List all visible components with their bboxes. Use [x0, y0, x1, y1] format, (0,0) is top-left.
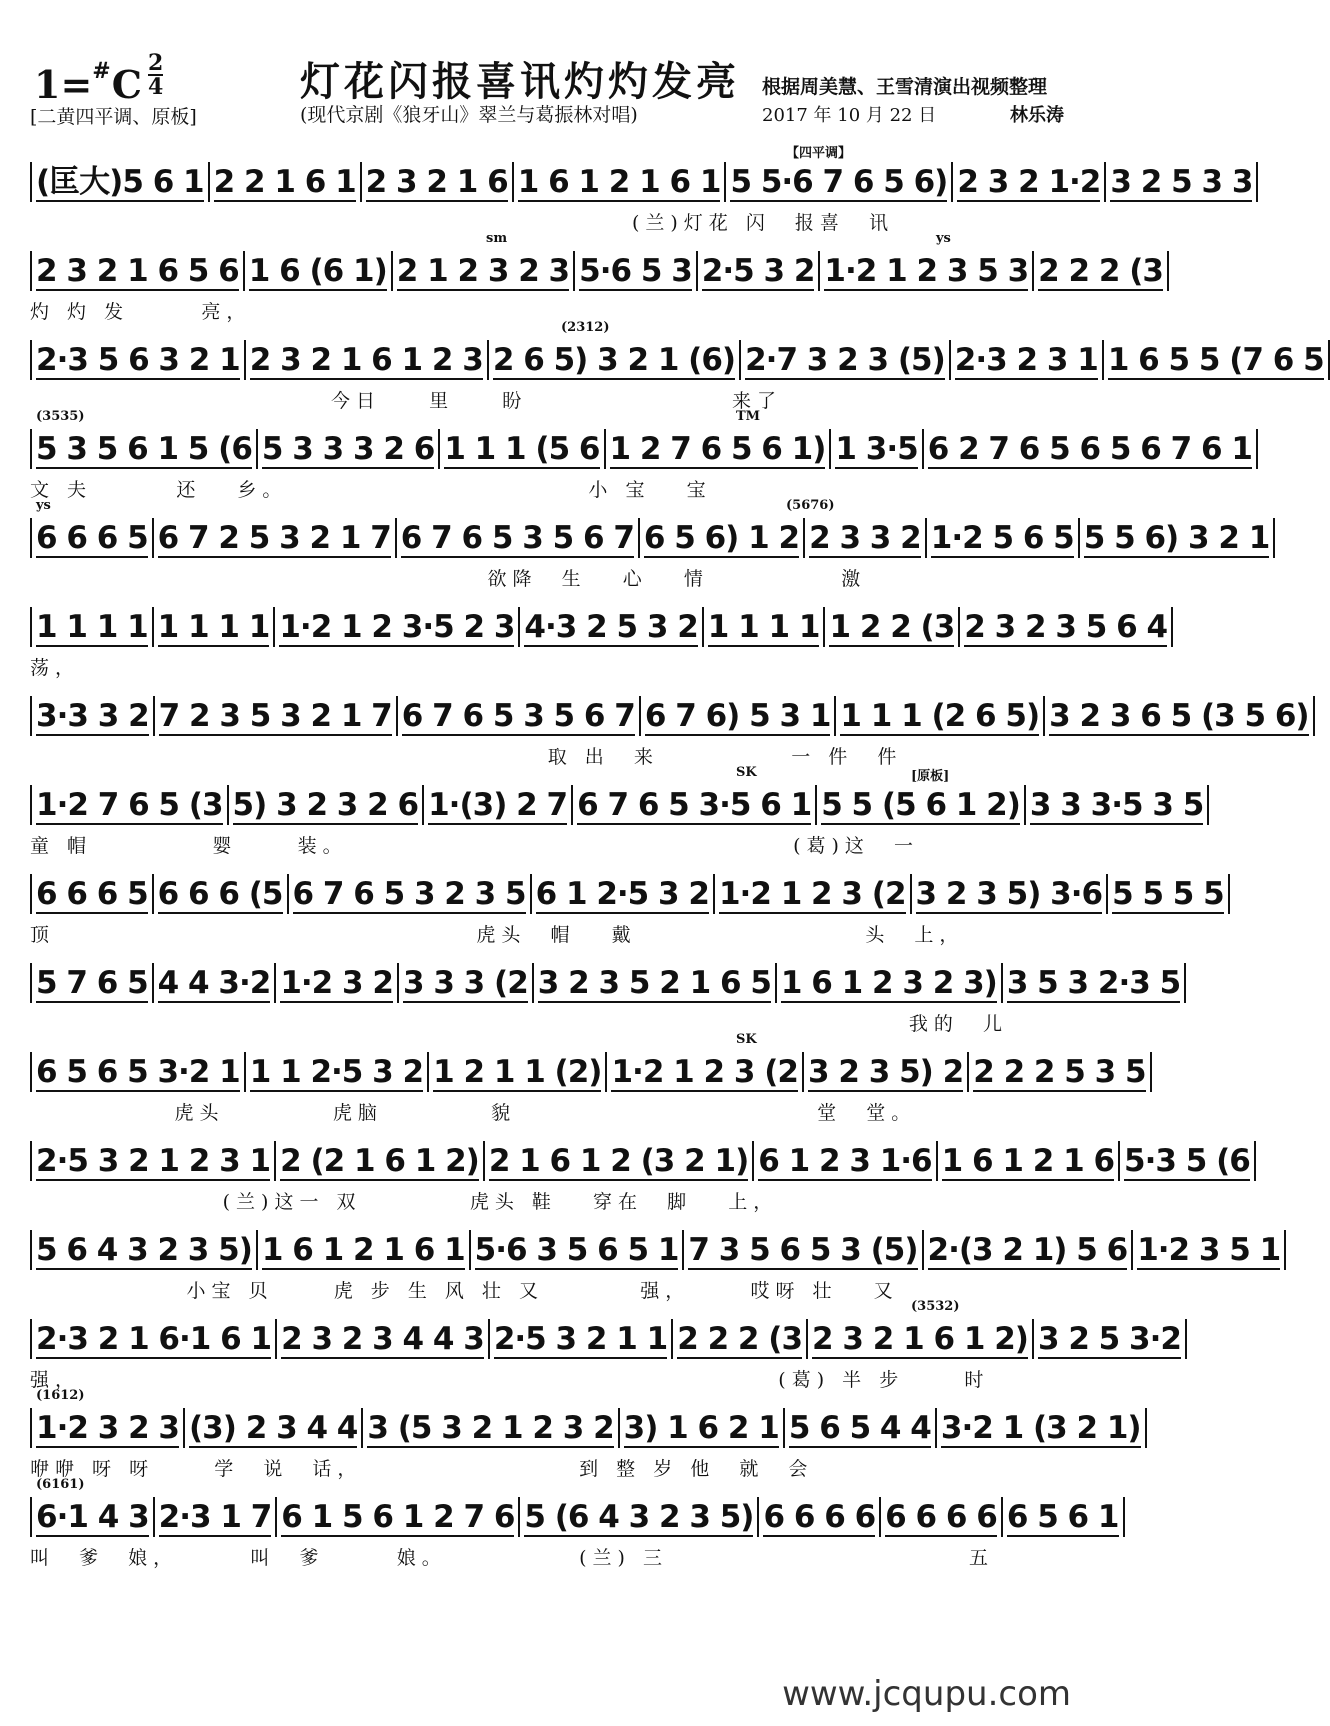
- measure-notes: 6 5 6 1: [1006, 1499, 1119, 1535]
- measure: [398, 696, 641, 736]
- lyric-row: 童 帽 婴 装。 (葛)这 一: [30, 835, 920, 857]
- measure: [836, 696, 1045, 736]
- performance-mark: TM: [736, 409, 761, 424]
- score-system: [30, 674, 1309, 768]
- measure-notes: 6 1 5 6 1 2 7 6: [281, 1499, 515, 1535]
- score-system: [30, 140, 1253, 234]
- measure: [30, 785, 229, 825]
- performance-mark: 【四平调】: [786, 146, 852, 161]
- measure-notes: 4 4 3·2: [157, 965, 271, 1001]
- performance-mark: SK: [736, 765, 757, 780]
- score-system: [30, 496, 1270, 590]
- measure-notes: 2 3 2 3 4 4 3: [281, 1321, 484, 1357]
- measure: [1080, 518, 1276, 558]
- measure-notes: 2 3 2 1 6: [365, 164, 508, 200]
- measure: [777, 963, 1003, 1003]
- measure: [399, 963, 534, 1003]
- measure: [938, 1141, 1120, 1181]
- measure: [1003, 963, 1186, 1003]
- measure: [246, 340, 489, 380]
- lyric-row: 我的 儿: [30, 1013, 1008, 1035]
- notation-row: [30, 1141, 1250, 1181]
- measure: [573, 785, 817, 825]
- measure: [30, 607, 154, 647]
- measure-notes: 1·2 3 2: [280, 965, 393, 1001]
- measure-notes: 1 2 7 6 5 6 1): [609, 431, 826, 467]
- measure: [210, 162, 362, 202]
- notation-row: [30, 607, 1168, 647]
- measure-notes: 3 (5 3 2 1 2 3 2: [367, 1410, 614, 1446]
- score-system: [30, 407, 1252, 501]
- performance-mark: (1612): [36, 1388, 85, 1403]
- measure-notes: 2 3 2 1 6 5 6: [36, 253, 239, 289]
- measure: [289, 874, 532, 914]
- measure: [520, 1497, 759, 1537]
- measure-notes: 2 2 1 6 1: [213, 164, 356, 200]
- lyric-row: 灼 灼 发 亮，: [30, 301, 252, 323]
- measure: [471, 1230, 685, 1270]
- measure-notes: (匡大)5 6 1: [36, 164, 204, 200]
- notation-row: [30, 874, 1224, 914]
- measure-notes: 1 6 1 2 1 6: [941, 1143, 1115, 1179]
- measure-notes: 2 3 2 3 5 6 4: [964, 609, 1168, 645]
- measure: [575, 251, 698, 291]
- measure: [30, 162, 210, 202]
- notation-row: [30, 1230, 1281, 1270]
- measure-notes: 1 1 1 (5 6: [444, 431, 600, 467]
- measure-notes: 3 3 3 (2: [402, 965, 528, 1001]
- measure: [1104, 340, 1330, 380]
- lyric-row: 荡，: [30, 657, 81, 679]
- measure-notes: 1·2 1 2 3 (2: [611, 1054, 799, 1090]
- measure: [1003, 1497, 1125, 1537]
- measure-notes: 6 1 2·5 3 2: [535, 876, 709, 912]
- notation-row: [30, 696, 1309, 736]
- measure: [277, 1497, 520, 1537]
- measure-notes: 3 2 3 5 2 1 6 5: [537, 965, 771, 1001]
- measure: [155, 1497, 278, 1537]
- measure: [275, 607, 520, 647]
- measure-notes: 5 5·6 7 6 5 6): [730, 164, 948, 200]
- measure: [245, 251, 393, 291]
- notation-row: [30, 1408, 1141, 1448]
- arranger-name: 林乐涛: [1010, 105, 1064, 126]
- measure: [30, 1497, 155, 1537]
- measure: [30, 251, 245, 291]
- score-system: [30, 318, 1324, 412]
- measure-notes: 2 2 2 (3: [677, 1321, 803, 1357]
- lyric-row: 今日 里 盼 来了: [30, 390, 782, 412]
- measure: [30, 1319, 277, 1359]
- measure-notes: 6 7 6 5 3 5 6 7: [400, 520, 634, 556]
- measure: [514, 162, 727, 202]
- measure-notes: 6 7 6 5 3 5 6 7: [401, 698, 635, 734]
- notation-row: [30, 162, 1253, 202]
- performance-mark: (2312): [561, 320, 610, 335]
- measure-notes: 5 3 3 3 2 6: [261, 431, 435, 467]
- measure: [30, 1052, 246, 1092]
- measure-notes: 1 2 1 1 (2): [433, 1054, 602, 1090]
- notation-row: [30, 1052, 1146, 1092]
- measure: [277, 1319, 490, 1359]
- measure: [393, 251, 575, 291]
- measure: [429, 1052, 607, 1092]
- key-signature: 1=#C: [34, 58, 142, 107]
- lyric-row: (兰)灯花 闪 报喜 讯: [30, 212, 895, 234]
- jianpu-score: [30, 140, 1324, 1569]
- measure: [831, 429, 923, 469]
- measure-notes: 6 7 2 5 3 2 1 7: [157, 520, 391, 556]
- performance-mark: (5676): [786, 498, 835, 513]
- measure: [820, 251, 1034, 291]
- time-signature: 2 4: [148, 50, 164, 100]
- measure: [30, 1230, 258, 1270]
- measure-notes: 3 2 3 6 5 (3 5 6): [1049, 698, 1309, 734]
- measure: [154, 963, 277, 1003]
- measure: [1034, 1319, 1187, 1359]
- measure: [30, 696, 155, 736]
- lyric-row: 强， (葛) 半 步 时: [30, 1369, 990, 1391]
- measure-notes: 1 1 1 1: [36, 609, 148, 645]
- measure-notes: 1·2 3 2 3: [36, 1410, 180, 1446]
- performance-mark: ys: [936, 231, 951, 246]
- measure-notes: 5·3 5 (6: [1124, 1143, 1250, 1179]
- score-subtitle: (现代京剧《狼牙山》翠兰与葛振林对唱): [300, 104, 638, 126]
- measure-notes: 6 6 6 5: [36, 876, 148, 912]
- measure: [808, 1319, 1034, 1359]
- measure-notes: 1·(3) 2 7: [428, 787, 568, 823]
- measure-notes: 1 6 1 2 3 2 3): [780, 965, 997, 1001]
- measure-notes: 1 6 1 2 1 6 1: [517, 164, 721, 200]
- measure: [698, 251, 821, 291]
- measure: [1045, 696, 1314, 736]
- measure-notes: 3·2 1 (3 2 1): [940, 1410, 1141, 1446]
- lyric-row: 虎头 虎脑 貌 堂 堂。: [30, 1102, 917, 1124]
- measure-notes: 6·1 4 3: [36, 1499, 149, 1535]
- measure-notes: 5 (6 4 3 2 3 5): [524, 1499, 754, 1535]
- measure-notes: 2 2 2 5 3 5: [973, 1054, 1146, 1090]
- score-system: [30, 1119, 1250, 1213]
- measure-notes: 6 7 6) 5 3 1: [644, 698, 831, 734]
- lyric-row: 叫 爹 娘， 叫 爹 娘。 (兰) 三 五: [30, 1547, 995, 1569]
- measure-notes: 6 5 6 5 3·2 1: [36, 1054, 240, 1090]
- measure: [754, 1141, 937, 1181]
- measure-notes: 6 1 2 3 1·6: [758, 1143, 932, 1179]
- measure: [30, 1408, 185, 1448]
- notation-row: [30, 429, 1252, 469]
- measure-notes: 5 7 6 5: [36, 965, 148, 1001]
- measure-notes: 5 6 4 3 2 3 5): [36, 1232, 252, 1268]
- notation-row: [30, 1497, 1119, 1537]
- measure-notes: 7 3 5 6 5 3 (5): [688, 1232, 918, 1268]
- measure-notes: 1·2 1 2 3·5 2 3: [279, 609, 515, 645]
- measure: [951, 340, 1104, 380]
- measure-notes: 2·5 3 2 1 1: [493, 1321, 668, 1357]
- measure: [276, 1141, 485, 1181]
- measure: [606, 429, 832, 469]
- measure: [759, 1497, 881, 1537]
- measure-notes: 2 1 6 1 2 (3 2 1): [488, 1143, 749, 1179]
- arrangement-date: 2017 年 10 月 22 日: [762, 105, 937, 126]
- measure: [532, 874, 715, 914]
- measure-notes: 3 2 5 3 3: [1110, 164, 1253, 200]
- measure: [805, 518, 927, 558]
- measure-notes: 6 7 6 5 3 2 3 5: [292, 876, 526, 912]
- measure: [726, 162, 953, 202]
- measure-notes: 1 2 2 (3: [829, 609, 955, 645]
- measure: [489, 340, 741, 380]
- measure: [276, 963, 399, 1003]
- measure: [1026, 785, 1209, 825]
- measure-notes: 5·6 5 3: [579, 253, 692, 289]
- measure-notes: 2 3 3 2: [809, 520, 921, 556]
- notation-row: [30, 785, 1204, 825]
- measure-notes: 3·3 3 2: [36, 698, 149, 734]
- measure-notes: 5) 3 2 3 2 6: [232, 787, 419, 823]
- measure-notes: 1·2 7 6 5 (3: [36, 787, 223, 823]
- lyric-row: 取 出 来 一 件 件: [30, 746, 903, 768]
- measure: [960, 607, 1173, 647]
- score-system: [30, 585, 1168, 679]
- measure-notes: 2 6 5) 3 2 1 (6): [492, 342, 736, 378]
- notation-row: [30, 340, 1324, 380]
- measure-notes: 1 1 1 1: [707, 609, 820, 645]
- measure-notes: 2·(3 2 1) 5 6: [927, 1232, 1128, 1268]
- measure-notes: 3 2 3 5) 2: [808, 1054, 964, 1090]
- lyric-row: 欲降 生 心 情 激: [30, 568, 867, 590]
- measure-notes: 3 2 5 3·2: [1037, 1321, 1181, 1357]
- lyric-row: 顶 虎头 帽 戴 头 上，: [30, 924, 965, 946]
- measure-notes: 2·3 5 6 3 2 1: [36, 342, 240, 378]
- measure: [924, 1230, 1134, 1270]
- measure: [246, 1052, 429, 1092]
- score-system: [30, 941, 1181, 1035]
- measure-notes: 1 6 (6 1): [248, 253, 387, 289]
- measure-notes: 2·5 3 2: [701, 253, 815, 289]
- score-system: [30, 1297, 1181, 1391]
- score-system: [30, 763, 1204, 857]
- notation-row: [30, 963, 1181, 1003]
- measure-notes: 2·3 2 1 6·1 6 1: [36, 1321, 272, 1357]
- measure-notes: 1·2 1 2 3 (2: [718, 876, 906, 912]
- measure: [620, 1408, 785, 1448]
- measure-notes: 6 7 6 5 3·5 6 1: [577, 787, 812, 823]
- measure: [424, 785, 573, 825]
- measure: [30, 963, 154, 1003]
- performance-mark: [原板]: [911, 769, 950, 784]
- measure: [607, 1052, 804, 1092]
- measure-notes: 1 1 1 (2 6 5): [840, 698, 1040, 734]
- arrangement-credit: 根据周美慧、王雪清演出视频整理: [762, 76, 1048, 98]
- measure: [30, 340, 246, 380]
- measure-notes: 5 3 5 6 1 5 (6: [36, 431, 252, 467]
- measure: [937, 1408, 1147, 1448]
- site-watermark: www.jcqupu.com: [782, 1674, 1071, 1714]
- score-system: [30, 852, 1224, 946]
- score-system: [30, 1208, 1281, 1302]
- measure-notes: 2·3 2 3 1: [954, 342, 1098, 378]
- notation-row: [30, 1319, 1181, 1359]
- measure: [30, 518, 154, 558]
- measure-notes: 3 2 3 5) 3·6: [915, 876, 1103, 912]
- measure-notes: 2·5 3 2 1 2 3 1: [36, 1143, 271, 1179]
- measure: [30, 1141, 276, 1181]
- performance-mark: (3535): [36, 409, 85, 424]
- measure: [258, 1230, 471, 1270]
- mode-label: [二黄四平调、原板]: [30, 106, 197, 128]
- measure: [155, 696, 398, 736]
- score-title: 灯花闪报喜讯灼灼发亮: [300, 58, 740, 105]
- measure: [534, 963, 777, 1003]
- measure: [704, 607, 826, 647]
- notation-row: [30, 251, 1163, 291]
- measure-notes: 6 5 6) 1 2: [643, 520, 800, 556]
- measure: [154, 518, 397, 558]
- measure: [1108, 874, 1230, 914]
- measure: [490, 1319, 673, 1359]
- measure: [804, 1052, 969, 1092]
- lyric-row: 咿咿 呀 呀 学 说 话， 到 整 岁 他 就 会: [30, 1458, 814, 1480]
- measure: [927, 518, 1080, 558]
- measure: [485, 1141, 754, 1181]
- measure: [1133, 1230, 1286, 1270]
- score-system: [30, 1386, 1141, 1480]
- measure-notes: 1 6 5 5 (7 6 5: [1107, 342, 1324, 378]
- measure: [440, 429, 605, 469]
- measure-notes: 1 1 2·5 3 2: [249, 1054, 424, 1090]
- measure-notes: 3) 1 6 2 1: [623, 1410, 779, 1446]
- measure-notes: 2 3 2 1 6 1 2): [812, 1321, 1028, 1357]
- performance-mark: sm: [486, 231, 508, 246]
- measure: [229, 785, 425, 825]
- measure: [363, 1408, 619, 1448]
- measure-notes: 2 1 2 3 2 3: [396, 253, 570, 289]
- measure: [881, 1497, 1003, 1537]
- measure-notes: 6 2 7 6 5 6 5 6 7 6 1: [927, 431, 1252, 467]
- measure-notes: 2 3 2 1·2: [957, 164, 1101, 200]
- measure-notes: 7 2 3 5 3 2 1 7: [158, 698, 392, 734]
- measure-notes: 6 6 6 (5: [157, 876, 283, 912]
- performance-mark: (6161): [36, 1477, 85, 1492]
- score-system: [30, 1475, 1119, 1569]
- measure: [362, 162, 514, 202]
- lyric-row: 文 夫 还 乡。 小 宝 宝: [30, 479, 712, 501]
- measure-notes: 3 3 3·5 3 5: [1029, 787, 1204, 823]
- measure: [1106, 162, 1258, 202]
- measure: [715, 874, 912, 914]
- measure-notes: 1 3·5: [835, 431, 918, 467]
- measure-notes: 1 1 1 1: [157, 609, 270, 645]
- measure: [924, 429, 1258, 469]
- measure: [1034, 251, 1169, 291]
- measure: [30, 874, 154, 914]
- measure: [640, 518, 805, 558]
- measure-notes: 5·6 3 5 6 5 1: [474, 1232, 679, 1268]
- measure: [785, 1408, 937, 1448]
- performance-mark: SK: [736, 1032, 757, 1047]
- lyric-row: (兰)这一 双 虎头 鞋 穿在 脚 上，: [30, 1191, 779, 1213]
- measure-notes: 1·2 5 6 5: [930, 520, 1074, 556]
- measure-notes: 2·3 1 7: [158, 1499, 272, 1535]
- measure: [673, 1319, 808, 1359]
- measure: [684, 1230, 923, 1270]
- measure-notes: 2 3 2 1 6 1 2 3: [249, 342, 483, 378]
- measure: [154, 607, 276, 647]
- measure-notes: 1·2 3 5 1: [1137, 1232, 1281, 1268]
- measure-notes: 5 5 5 5: [1112, 876, 1224, 912]
- measure: [154, 874, 289, 914]
- measure: [641, 696, 837, 736]
- score-system: [30, 229, 1163, 323]
- measure: [825, 607, 960, 647]
- score-system: [30, 1030, 1146, 1124]
- measure-notes: 5 5 6) 3 2 1: [1083, 520, 1270, 556]
- measure-notes: 6 6 6 6: [763, 1499, 876, 1535]
- measure-notes: 4·3 2 5 3 2: [524, 609, 698, 645]
- measure-notes: 5 6 5 4 4: [788, 1410, 931, 1446]
- measure: [185, 1408, 363, 1448]
- measure-notes: 2·7 3 2 3 (5): [745, 342, 945, 378]
- measure-notes: 1·2 1 2 3 5 3: [824, 253, 1029, 289]
- measure: [912, 874, 1109, 914]
- measure: [30, 429, 258, 469]
- measure-notes: 1 6 1 2 1 6 1: [261, 1232, 465, 1268]
- measure: [741, 340, 951, 380]
- lyric-row: 小宝 贝 虎 步 生 风 壮 又 强， 哎呀 壮 又: [30, 1280, 899, 1302]
- measure-notes: 5 5 (5 6 1 2): [821, 787, 1020, 823]
- measure-notes: (3) 2 3 4 4: [189, 1410, 358, 1446]
- measure: [817, 785, 1026, 825]
- performance-mark: ys: [36, 498, 51, 513]
- measure: [953, 162, 1106, 202]
- measure: [397, 518, 640, 558]
- measure: [1120, 1141, 1256, 1181]
- notation-row: [30, 518, 1270, 558]
- measure: [969, 1052, 1151, 1092]
- measure-notes: 6 6 6 6: [885, 1499, 997, 1535]
- measure-notes: 2 (2 1 6 1 2): [280, 1143, 479, 1179]
- measure-notes: 3 5 3 2·3 5: [1006, 965, 1181, 1001]
- measure: [258, 429, 440, 469]
- measure-notes: 2 2 2 (3: [1038, 253, 1163, 289]
- measure: [520, 607, 703, 647]
- performance-mark: (3532): [911, 1299, 960, 1314]
- measure-notes: 6 6 6 5: [36, 520, 148, 556]
